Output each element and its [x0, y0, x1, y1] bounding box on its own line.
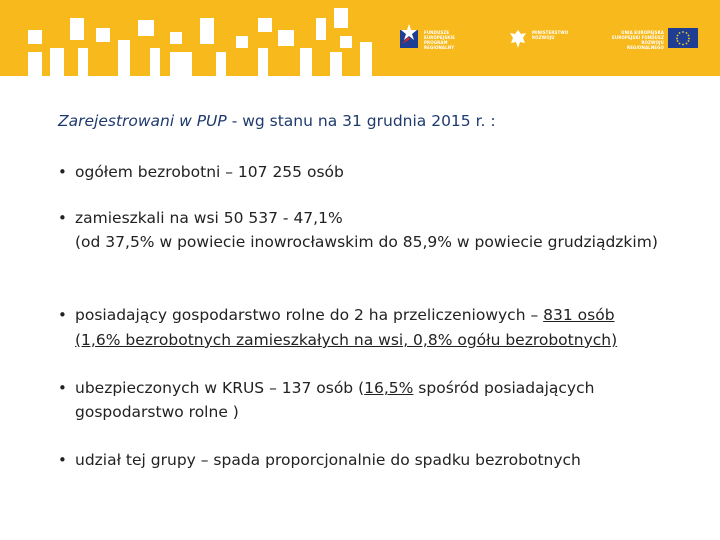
bullet-text: posiadający gospodarstwo rolne do 2 ha przeliczeniowych –	[75, 306, 544, 324]
heading-italic: Zarejestrowani w PUP	[58, 112, 227, 130]
bullet-dot-icon: •	[58, 209, 67, 227]
fe-logo-line1: FUNDUSZE	[424, 30, 450, 35]
fe-logo-line2: EUROPEJSKIE	[424, 35, 455, 40]
eu-logo-line3: ROZWOJU REGIONALNEGO	[627, 40, 664, 50]
ministry-logo-line2: ROZWOJU	[532, 35, 555, 40]
bullet-dot-icon: •	[58, 379, 67, 397]
bullet-text: ubezpieczonych w KRUS – 137 osób (	[75, 379, 365, 397]
bullet-text: gospodarstwo rolne )	[75, 403, 239, 421]
eu-logo-line2: EUROPEJSKI FUNDUSZ	[612, 35, 664, 40]
bullet-dot-icon: •	[58, 306, 67, 324]
slide-heading	[58, 112, 496, 130]
bullet-text: zamieszkali na wsi 50 537 - 47,1%	[75, 209, 343, 227]
ministry-logo-line1: MINISTERSTWO	[532, 30, 569, 35]
heading-rest: - wg stanu na 31 grudnia 2015 r. :	[226, 112, 496, 130]
bullet-text: udział tej grupy – spada proporcjonalnie do spadku bezrobotnych	[75, 451, 581, 469]
bullet-text-underlined: 16,5%	[364, 379, 414, 397]
bullet-dot-icon: •	[58, 163, 67, 181]
eu-logo-line1: UNIA EUROPEJSKA	[621, 30, 664, 35]
bullet-text-underlined: 831 osób	[543, 306, 615, 324]
bullet-dot-icon: •	[58, 451, 67, 469]
bullet-text: ogółem bezrobotni – 107 255 osób	[75, 163, 344, 181]
bullet-text: (od 37,5% w powiecie inowrocławskim do 85,9% w powiecie grudziądzkim)	[75, 233, 658, 251]
bullet-text: spośród posiadających	[413, 379, 595, 397]
fe-logo-line3: PROGRAM REGIONALNY	[424, 40, 455, 50]
bullet-text-underlined: (1,6% bezrobotnych zamieszkałych na wsi, 0,8% ogółu bezrobotnych)	[75, 331, 618, 349]
